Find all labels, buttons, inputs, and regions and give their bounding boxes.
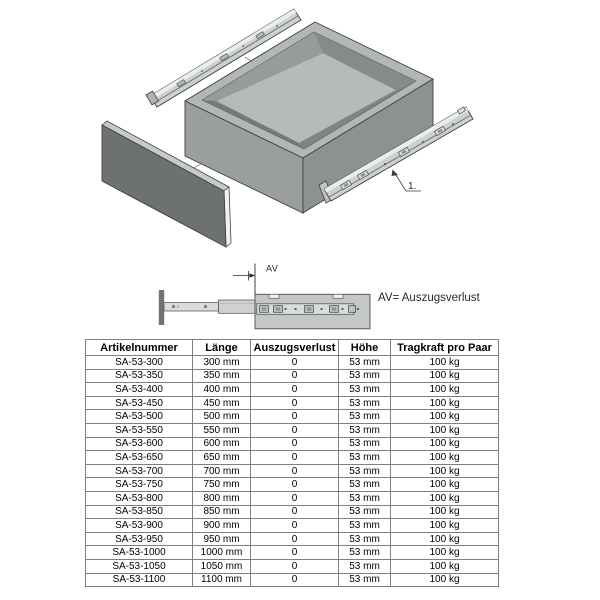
table-row: [86, 559, 499, 573]
table-cell: 0: [251, 423, 339, 437]
table-cell: SA-53-400: [86, 383, 193, 397]
table-cell: 100 kg: [391, 478, 499, 492]
table-cell: 53 mm: [339, 383, 391, 397]
table-cell: 100 kg: [391, 383, 499, 397]
table-cell: 100 kg: [391, 423, 499, 437]
table-cell: 0: [251, 396, 339, 410]
table-cell: 53 mm: [339, 546, 391, 560]
table-cell: SA-53-700: [86, 464, 193, 478]
table-cell: 900 mm: [193, 519, 251, 533]
table-row: [86, 451, 499, 465]
table-row: [86, 410, 499, 424]
table-cell: 0: [251, 464, 339, 478]
table-cell: 53 mm: [339, 519, 391, 533]
table-cell: 53 mm: [339, 396, 391, 410]
table-cell: SA-53-850: [86, 505, 193, 519]
table-cell: 0: [251, 505, 339, 519]
inner-rail-detail: [172, 305, 175, 308]
table-cell: 100 kg: [391, 369, 499, 383]
table-cell: SA-53-950: [86, 532, 193, 546]
table-cell: 950 mm: [193, 532, 251, 546]
table-cell: 0: [251, 478, 339, 492]
table-cell: 650 mm: [193, 451, 251, 465]
body-notch: [269, 294, 279, 298]
table-cell: 0: [251, 573, 339, 587]
table-cell: 0: [251, 519, 339, 533]
table-cell: 53 mm: [339, 573, 391, 587]
table-cell: SA-53-750: [86, 478, 193, 492]
body-notch: [333, 294, 343, 298]
mounting-flange: [159, 290, 164, 325]
table-cell: 0: [251, 383, 339, 397]
table-cell: 450 mm: [193, 396, 251, 410]
table-cell: 100 kg: [391, 519, 499, 533]
table-row: [86, 356, 499, 370]
callout-label: 1.: [408, 181, 417, 192]
table-header-cell: Tragkraft pro Paar: [391, 340, 499, 356]
table-cell: SA-53-1100: [86, 573, 193, 587]
table-header-cell: Länge: [193, 340, 251, 356]
table-cell: SA-53-600: [86, 437, 193, 451]
table-cell: 0: [251, 356, 339, 370]
table-cell: 1100 mm: [193, 573, 251, 587]
spec-table: [85, 339, 499, 587]
table-cell: SA-53-1050: [86, 559, 193, 573]
av-legend: AV= Auszugsverlust: [378, 292, 480, 304]
table-row: [86, 546, 499, 560]
table-cell: 53 mm: [339, 437, 391, 451]
table-cell: SA-53-900: [86, 519, 193, 533]
middle-rail: [219, 300, 257, 313]
table-cell: 1050 mm: [193, 559, 251, 573]
slide-side-view: [159, 264, 481, 329]
table-cell: 0: [251, 369, 339, 383]
dimension-arrowhead: [250, 273, 256, 278]
table-cell: 100 kg: [391, 437, 499, 451]
table-cell: 100 kg: [391, 546, 499, 560]
table-cell: 53 mm: [339, 505, 391, 519]
table-cell: 0: [251, 437, 339, 451]
table-cell: 100 kg: [391, 451, 499, 465]
table-cell: 100 kg: [391, 356, 499, 370]
table-row: [86, 423, 499, 437]
table-cell: SA-53-300: [86, 356, 193, 370]
table-row: [86, 437, 499, 451]
table-row: [86, 505, 499, 519]
table-cell: 800 mm: [193, 491, 251, 505]
table-cell: 100 kg: [391, 559, 499, 573]
table-cell: SA-53-500: [86, 410, 193, 424]
table-cell: SA-53-350: [86, 369, 193, 383]
table-cell: 750 mm: [193, 478, 251, 492]
table-row: [86, 519, 499, 533]
av-dimension-label: AV: [266, 263, 279, 274]
table-row: [86, 396, 499, 410]
table-row: [86, 573, 499, 587]
table-row: [86, 464, 499, 478]
table-header-cell: Höhe: [339, 340, 391, 356]
table-cell: 550 mm: [193, 423, 251, 437]
table-cell: 850 mm: [193, 505, 251, 519]
table-cell: 53 mm: [339, 491, 391, 505]
table-cell: 53 mm: [339, 532, 391, 546]
table-cell: 53 mm: [339, 464, 391, 478]
exploded-assembly-view: [102, 9, 473, 247]
table-row: [86, 369, 499, 383]
table-cell: 600 mm: [193, 437, 251, 451]
table-cell: SA-53-650: [86, 451, 193, 465]
table-header-row: [86, 340, 499, 356]
table-cell: 53 mm: [339, 423, 391, 437]
table-row: [86, 478, 499, 492]
table-cell: 500 mm: [193, 410, 251, 424]
table-cell: 53 mm: [339, 559, 391, 573]
table-cell: 700 mm: [193, 464, 251, 478]
table-cell: 100 kg: [391, 396, 499, 410]
callout-arrowhead: [392, 170, 399, 177]
table-cell: 0: [251, 491, 339, 505]
table-cell: 300 mm: [193, 356, 251, 370]
table-cell: 100 kg: [391, 505, 499, 519]
inner-rail-detail: [177, 306, 179, 307]
table-cell: 0: [251, 532, 339, 546]
table-cell: SA-53-800: [86, 491, 193, 505]
table-cell: 0: [251, 410, 339, 424]
table-cell: 100 kg: [391, 573, 499, 587]
table-header-cell: Auszugsverlust: [251, 340, 339, 356]
inner-rail-detail: [204, 305, 207, 308]
table-cell: 0: [251, 559, 339, 573]
av-dimension: [233, 264, 278, 295]
table-cell: SA-53-1000: [86, 546, 193, 560]
table-cell: 400 mm: [193, 383, 251, 397]
table-cell: SA-53-550: [86, 423, 193, 437]
table-cell: SA-53-450: [86, 396, 193, 410]
table-cell: 100 kg: [391, 464, 499, 478]
table-cell: 53 mm: [339, 369, 391, 383]
table-cell: 53 mm: [339, 451, 391, 465]
table-row: [86, 491, 499, 505]
table-cell: 53 mm: [339, 478, 391, 492]
table-cell: 100 kg: [391, 532, 499, 546]
callout-1: [392, 170, 422, 193]
table-header-cell: Artikelnummer: [86, 340, 193, 356]
table-cell: 0: [251, 451, 339, 465]
table-cell: 100 kg: [391, 491, 499, 505]
table-cell: 350 mm: [193, 369, 251, 383]
table-cell: 0: [251, 546, 339, 560]
table-row: [86, 383, 499, 397]
table-cell: 53 mm: [339, 410, 391, 424]
table-cell: 100 kg: [391, 410, 499, 424]
table-row: [86, 532, 499, 546]
table-cell: 1000 mm: [193, 546, 251, 560]
table-cell: 53 mm: [339, 356, 391, 370]
